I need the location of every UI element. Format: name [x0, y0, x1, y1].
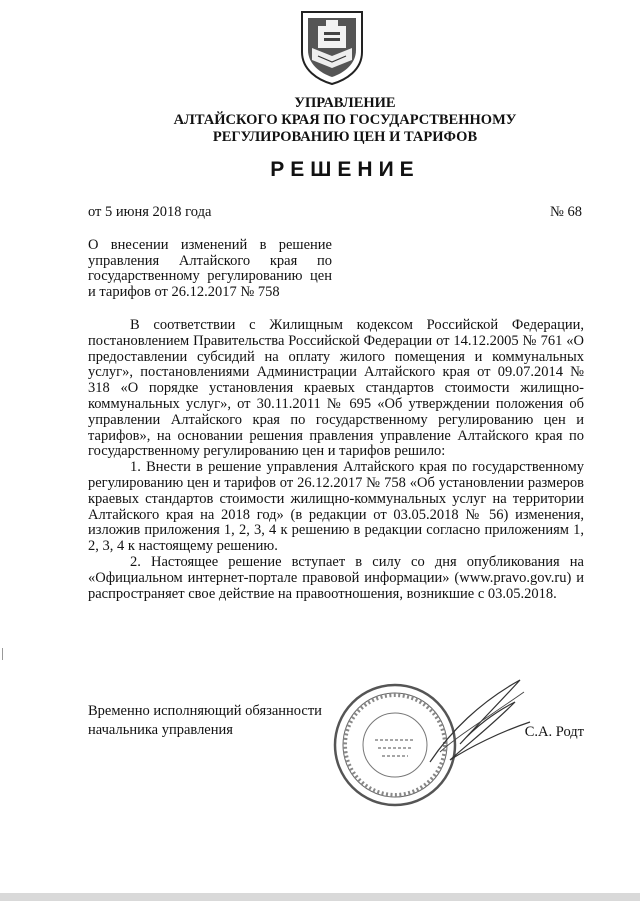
org-line-1: УПРАВЛЕНИЕ: [294, 95, 396, 111]
signatory-title: [88, 702, 322, 740]
signatory-title-line-1: Временно исполняющий обязанности: [88, 703, 322, 719]
document-type-title: РЕШЕНИЕ: [270, 158, 420, 181]
signatory-name: С.А. Родт: [524, 724, 584, 740]
margin-mark: [2, 648, 3, 660]
body-paragraph-item-2: 2. Настоящее решение вступает в силу со дня опубликования на «Официальном интернет-портале правовой информации» (www.pravo.gov.ru) и распространяет свое действие на правоотношения, возникшие с 03.05.2018.: [88, 553, 584, 602]
body-paragraph-preamble: В соответствии с Жилищным кодексом Российской Федерации, постановлением Правительства Российской Федерации от 14.12.2005 № 761 «О предоставлении субсидий на оплату жилого помещения и коммунальных услуг», постановлениями Администрации Алтайского края от 09.07.2014 № 318 «О порядке установления краевых стандартов стоимости жилищно-коммунальных услуг», от 30.11.2011 № 695 «Об утверждении положения об управлении Алтайского края по государственному регулированию цен и тарифов», на основании решения правления управление Алтайского края по государственному регулированию цен и тарифов решило:: [88, 317, 584, 460]
coat-of-arms-icon: [296, 8, 368, 86]
document-subject: О внесении изменений в решение управления Алтайского края по государственному регулированию цен и тарифов от 26.12.2017 № 758: [88, 237, 332, 300]
scan-edge: [0, 893, 640, 901]
body-paragraph-item-1: 1. Внести в решение управления Алтайского края по государственному регулированию цен и тарифов от 26.12.2017 № 758 «Об установлении размеров краевых стандартов стоимости жилищно-коммунальных услуг на территории Алтайского края на 2018 год» (в редакции от 03.05.2018 № 56) изменения, изложив приложения 1, 2, 3, 4 к решению в редакции согласно приложениям 1, 2, 3, 4 к настоящему решению.: [88, 459, 584, 555]
handwritten-signature: [420, 672, 540, 772]
signatory-title-line-2: начальника управления: [88, 722, 233, 738]
document-number: № 68: [550, 204, 582, 220]
organization-name: [100, 95, 590, 146]
org-line-2: АЛТАЙСКОГО КРАЯ ПО ГОСУДАРСТВЕННОМУ: [173, 112, 517, 128]
document-date: от 5 июня 2018 года: [88, 204, 212, 220]
org-line-3: РЕГУЛИРОВАНИЮ ЦЕН И ТАРИФОВ: [212, 129, 478, 145]
document-body: [88, 318, 584, 602]
